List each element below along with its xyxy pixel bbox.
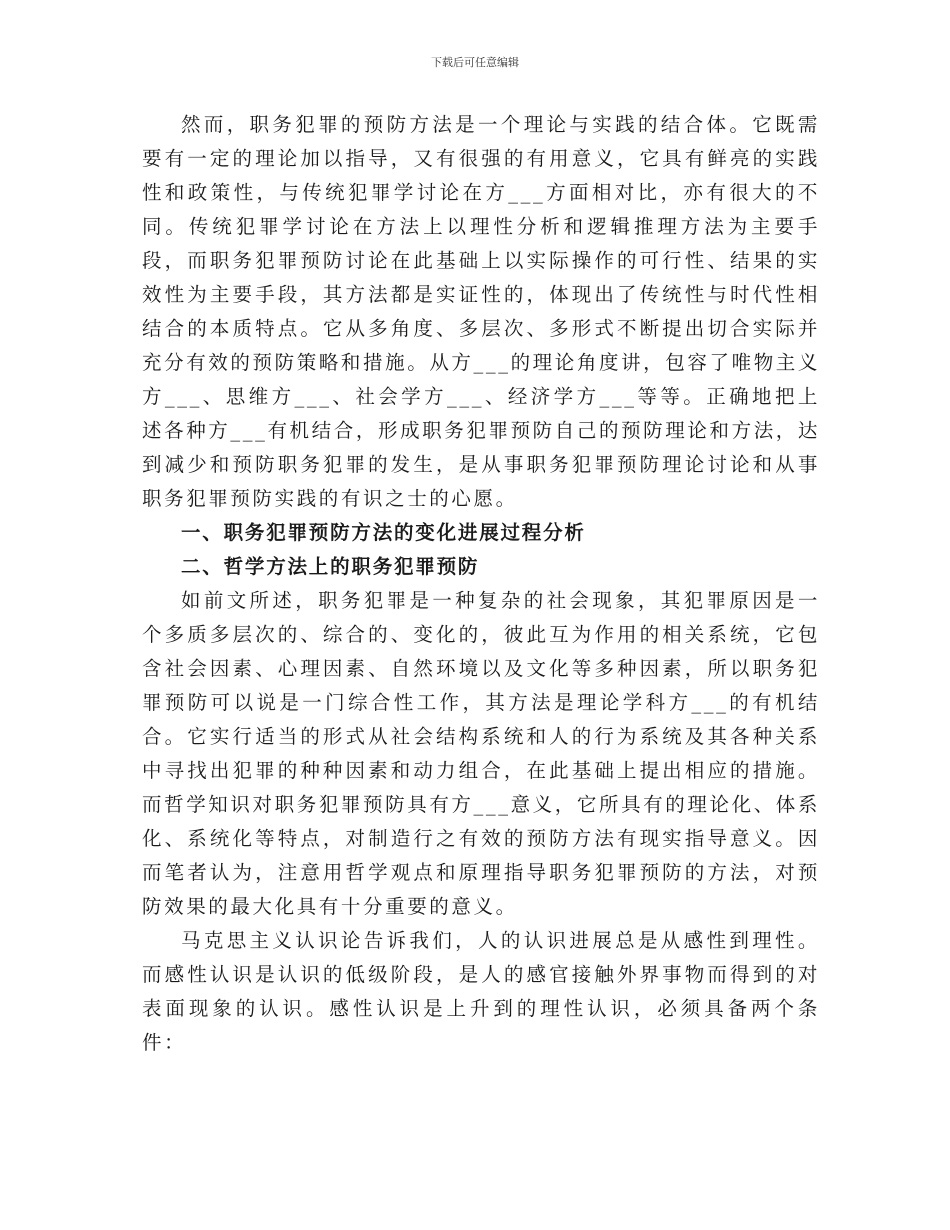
page-header: 下载后可任意编辑: [431, 56, 519, 69]
paragraph-1: 然而，职务犯罪的预防方法是一个理论与实践的结合体。它既需要有一定的理论加以指导，又有很强的有用意义，它具有鲜亮的实践性和政策性，与传统犯罪学讨论在方___方面相对比，亦有很大的不同。传统犯罪学讨论在方法上以理性分析和逻辑推理方法为主要手段，而职务犯罪预防讨论在此基础上以实际操作的可行性、结果的实效性为主要手段，其方法都是实证性的，体现出了传统性与时代性相结合的本质特点。它从多角度、多层次、多形式不断提出切合实际并充分有效的预防策略和措施。从方___的理论角度讲，包容了唯物主义方___、思维方___、社会学方___、经济学方___等等。正确地把上述各种方___有机结合，形成职务犯罪预防自己的预防理论和方法，达到减少和预防职务犯罪的发生，是从事职务犯罪预防理论讨论和从事职务犯罪预防实践的有识之士的心愿。: [142, 113, 820, 510]
section-heading-1: 一、职务犯罪预防方法的变化进展过程分析: [181, 521, 586, 544]
document-body: [142, 108, 820, 1060]
paragraph-2: 如前文所述，职务犯罪是一种复杂的社会现象，其犯罪原因是一个多质多层次的、综合的、变化的，彼此互为作用的相关系统，它包含社会因素、心理因素、自然环境以及文化等多种因素，所以职务犯罪预防可以说是一门综合性工作，其方法是理论学科方___的有机结合。它实行适当的形式从社会结构系统和人的行为系统及其各种关系中寻找出犯罪的种种因素和动力组合，在此基础上提出相应的措施。而哲学知识对职务犯罪预防具有方___意义，它所具有的理论化、体系化、系统化等特点，对制造行之有效的预防方法有现实指导意义。因而笔者认为，注意用哲学观点和原理指导职务犯罪预防的方法，对预防效果的最大化具有十分重要的意义。: [142, 589, 820, 918]
paragraph-3: 马克思主义认识论告诉我们，人的认识进展总是从感性到理性。而感性认识是认识的低级阶段，是人的感官接触外界事物而得到的对表面现象的认识。感性认识是上升到的理性认识，必须具备两个条件：: [142, 929, 820, 1054]
section-heading-2: 二、哲学方法上的职务犯罪预防: [181, 555, 480, 578]
